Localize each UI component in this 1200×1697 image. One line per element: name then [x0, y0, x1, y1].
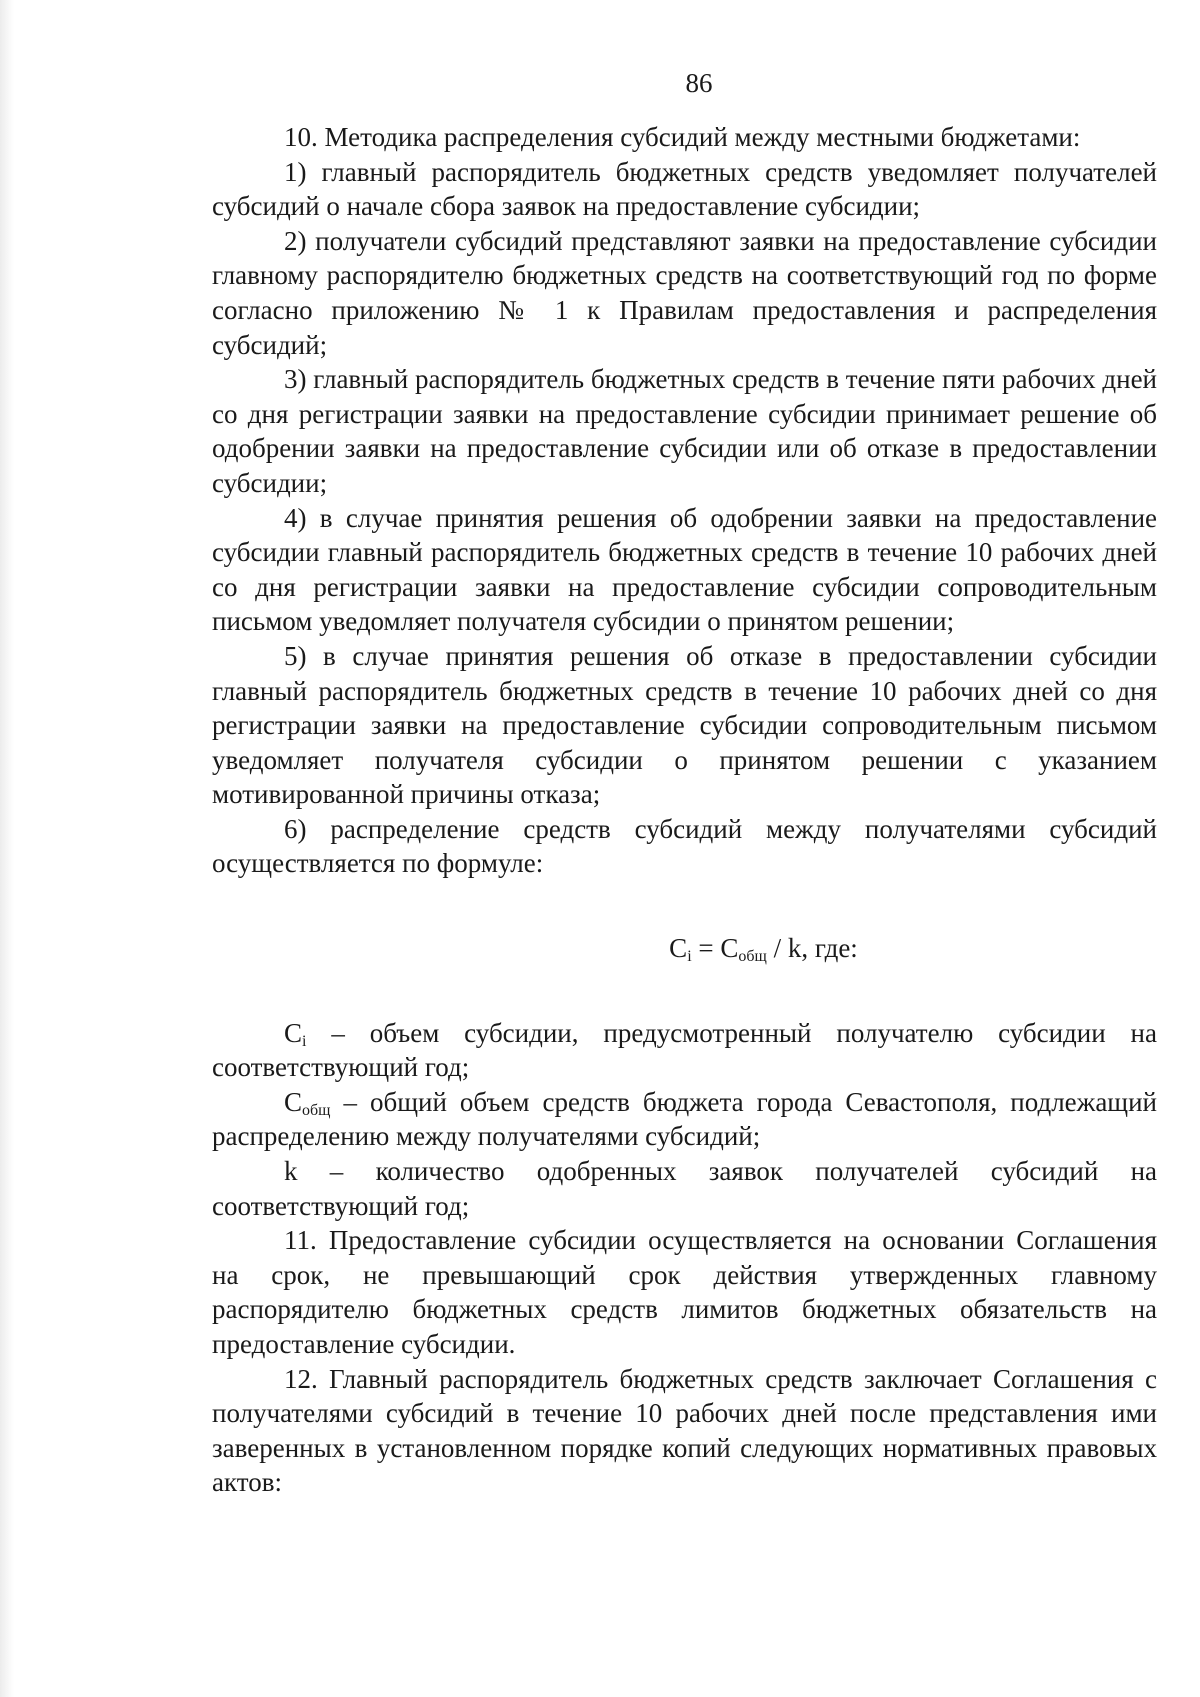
formula-tail: / k, где: — [766, 933, 858, 964]
paragraph-11: 11. Предоставление субсидии осуществляется на основании Соглашения на срок, не превышающий срок действия утвержденных главному распорядителю бюджетных средств лимитов бюджетных обязательств на предоставление субсидии. — [212, 1225, 1157, 1359]
paragraph-item-6: 6) распределение средств субсидий между получателями субсидий осуществляется по формуле: — [212, 813, 1157, 879]
formula-rhs-subscript: общ — [738, 948, 767, 966]
definition-symbol: C — [284, 1017, 303, 1048]
definition-symbol: C — [284, 1086, 303, 1117]
document-body — [212, 120, 1157, 1500]
paragraph-item-3: 3) главный распорядитель бюджетных средств в течение пяти рабочих дней со дня регистрации заявки на предоставление субсидии принимает решение об одобрении заявки на предоставление субсидии или об отказе в предоставлении субсидии; — [212, 364, 1157, 498]
paragraph-item-4: 4) в случае принятия решения об одобрении заявки на предоставление субсидии главный распорядитель бюджетных средств в течение 10 рабочих дней со дня регистрации заявки на предоставление субсидии сопроводительным письмом уведомляет получателя субсидии о принятом решении; — [212, 502, 1157, 637]
definition-text: – количество одобренных заявок получателей субсидий на соответствующий год; — [212, 1156, 1157, 1221]
definition-text: – общий объем средств бюджета города Севастополя, подлежащий распределению между получателями субсидий; — [212, 1086, 1157, 1152]
paragraph-item-2: 2) получатели субсидий представляют заявки на предоставление субсидии главному распорядителю бюджетных средств на соответствующий год по форме согласно приложению № 1 к Правилам предоставления и распределения субсидий; — [212, 225, 1157, 360]
page-number: 86 — [685, 68, 713, 98]
formula-lhs-subscript: i — [687, 948, 692, 966]
paragraph-12: 12. Главный распорядитель бюджетных средств заключает Соглашения с получателями субсидий в течение 10 рабочих дней после представления ими заверенных в установленном порядке копий следующих нормативных правовых актов: — [212, 1363, 1157, 1498]
scan-edge-shadow — [0, 0, 14, 1697]
definition-k — [212, 1154, 1157, 1223]
formula-equals: = — [691, 933, 721, 964]
paragraph-item-1: 1) главный распорядитель бюджетных средств уведомляет получателей субсидий о начале сбора заявок на предоставление субсидии; — [212, 156, 1157, 222]
formula-rhs-symbol: C — [720, 933, 739, 964]
definition-text: – объем субсидии, предусмотренный получателю субсидии на соответствующий год; — [212, 1017, 1157, 1083]
definition-symbol: k — [284, 1156, 298, 1187]
paragraph-item-5: 5) в случае принятия решения об отказе в предоставлении субсидии главный распорядитель бюджетных средств в течение 10 рабочих дней со дня регистрации заявки на предоставление субсидии сопроводительным письмом уведомляет получателя субсидии о принятом решении с указанием мотивированной причины отказа; — [212, 640, 1157, 810]
formula-lhs-symbol: C — [669, 933, 688, 964]
distribution-formula — [212, 881, 1157, 1016]
definition-cobsh — [212, 1085, 1157, 1154]
definition-subscript: общ — [302, 1101, 331, 1119]
definition-ci — [212, 1016, 1157, 1085]
paragraph-10-heading: 10. Методика распределения субсидий между местными бюджетами: — [284, 122, 1081, 152]
definition-subscript: i — [302, 1032, 307, 1050]
